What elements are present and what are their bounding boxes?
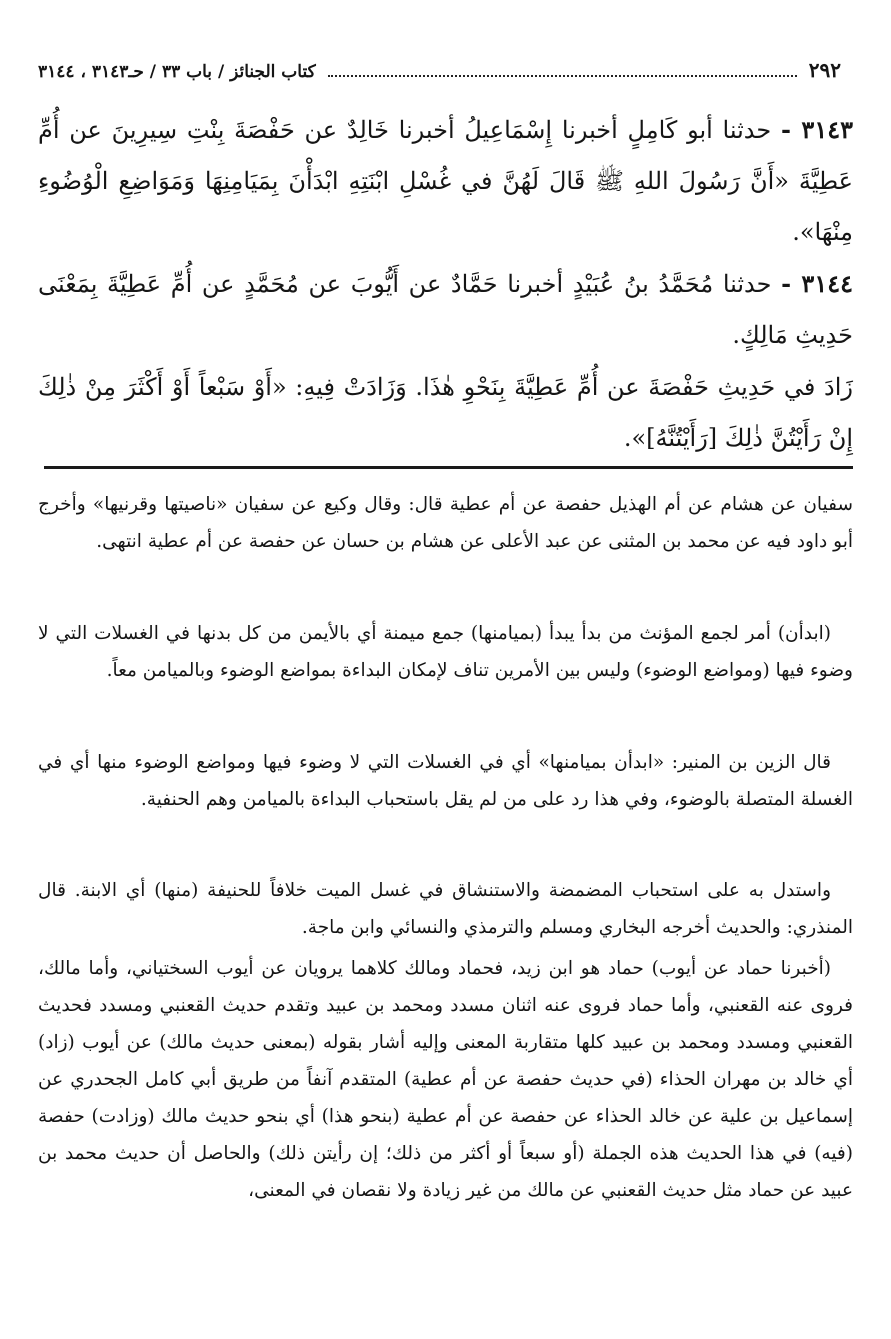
hadith-3143 — [38, 104, 853, 258]
hadith-number: ٣١٤٣ - — [780, 115, 853, 144]
page-header — [38, 58, 841, 88]
header-dotted-leader — [328, 61, 797, 77]
hadith-text: زَادَ في حَدِيثِ حَفْصَةَ عن أُمِّ عَطِيَّةَ بِنَحْوِ هٰذَا. وَزَادَتْ فِيهِ: «أَوْ سَبْعاً أَوْ أَكْثَرَ مِنْ ذٰلِكَ إِنْ رَأَيْتُنَّ ذٰلِكَ [رَأَيْتُنَّهُ]». — [38, 373, 853, 452]
commentary-text: سفيان عن هشام عن أم الهذيل حفصة عن أم عطية قال: وقال وكيع عن سفيان «ناصيتها وقرنيها» وأخرج أبو داود فيه عن محمد بن المثنى عن عبد الأعلى عن هشام بن حسان عن حفصة عن أم عطية انتهى. — [38, 494, 853, 552]
commentary-paragraph — [38, 744, 853, 818]
running-title: كتاب الجنائز / باب ٣٣ / حـ٣١٤٣ ، ٣١٤٤ — [38, 62, 316, 82]
hadith-text: حدثنا مُحَمَّدُ بنُ عُبَيْدٍ أخبرنا حَمَّادٌ عن أَيُّوبَ عن مُحَمَّدٍ عن أُمِّ عَطِيَّةَ بِمَعْنَى حَدِيثِ مَالِكٍ. — [38, 270, 853, 349]
hadith-number: ٣١٤٤ - — [781, 269, 853, 298]
commentary-paragraph — [38, 950, 853, 1209]
hadith-3144 — [38, 258, 853, 361]
commentary-text: (ابدأن) أمر لجمع المؤنث من بدأ يبدأ (بميامنها) جمع ميمنة أي بالأيمن من كل بدنها في الغسلات التي لا وضوء فيها (ومواضع الوضوء) وليس بين الأمرين تناف لإمكان البداءة بمواضع الوضوء وبالميامن معاً. — [38, 623, 853, 681]
hadith-text: حدثنا أبو كَامِلٍ أخبرنا إِسْمَاعِيلُ أخبرنا خَالِدٌ عن حَفْصَةَ بِنْتِ سِيرِينَ عن أُمِّ عَطِيَّةَ «أَنَّ رَسُولَ اللهِ ﷺ قَالَ لَهُنَّ في غُسْلِ ابْنَتِهِ ابْدَأْنَ بِمَيَامِنِهَا وَمَوَاضِعِ الْوُضُوءِ مِنْهَا». — [38, 116, 853, 246]
hadith-3144-addition — [38, 362, 853, 464]
commentary-text: واستدل به على استحباب المضمضة والاستنشاق في غسل الميت خلافاً للحنيفة (منها) أي الابنة. قال المنذري: والحديث أخرجه البخاري ومسلم والترمذي والنسائي وابن ماجة. — [38, 880, 853, 938]
commentary-paragraph — [38, 486, 853, 560]
commentary-paragraph — [38, 615, 853, 689]
commentary-text: (أخبرنا حماد عن أيوب) حماد هو ابن زيد، فحماد ومالك كلاهما يرويان عن أيوب السختياني، وأما مالك، فروى عنه القعنبي، وأما حماد فروى عنه اثنان مسدد ومحمد بن عبيد وتقدم حديث القعنبي ومسدد فحديث القعنبي ومسدد ومحمد بن عبيد كلها متقاربة المعنى وإليه أشار بقوله (بمعنى حديث مالك) عن أيوب (زاد) أي خالد بن مهران الحذاء (في حديث حفصة عن أم عطية) المتقدم آنفاً من طريق أبي كامل الجحدري عن إسماعيل بن علية عن خالد الحذاء عن حفصة عن أم عطية (بنحو هذا) أي بنحو حديث مالك (وزادت) حفصة (فيه) في هذا الحديث هذه الجملة (أو سبعاً أو أكثر من ذلك؛ إن رأيتن ذلك) والحاصل أن حديث محمد بن عبيد عن حماد مثل حديث القعنبي عن مالك من غير زيادة ولا نقصان في المعنى، — [38, 958, 853, 1201]
commentary-paragraph — [38, 872, 853, 946]
page-number: ٢٩٢ — [808, 58, 841, 82]
footnote-separator — [44, 466, 853, 469]
commentary-text: قال الزين بن المنير: «ابدأن بميامنها» أي في الغسلات التي لا وضوء فيها ومواضع الوضوء منها أي في الغسلة المتصلة بالوضوء، وفي هذا رد على من لم يقل باستحباب البداءة بالميامن وهم الحنفية. — [38, 752, 853, 810]
